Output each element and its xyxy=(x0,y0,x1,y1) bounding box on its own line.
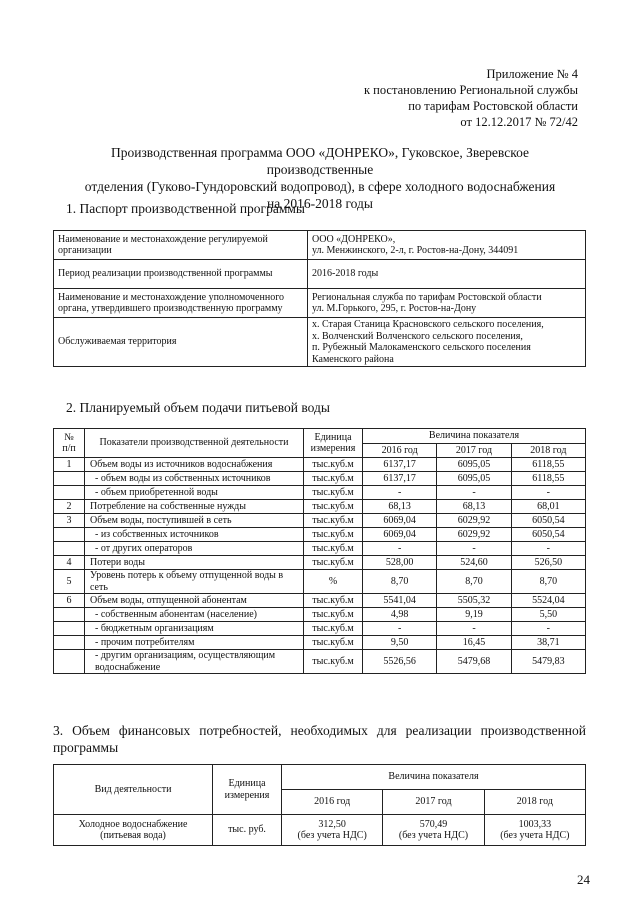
passport-value: 2016-2018 годы xyxy=(308,260,586,289)
passport-label: Наименование и местонахождение уполномоченного органа, утвердившего производственную программу xyxy=(54,289,308,318)
header-2018: 2018 год xyxy=(511,443,585,458)
table-row xyxy=(54,556,586,570)
value-2018: 6050,54 xyxy=(511,514,585,528)
value-2018: 38,71 xyxy=(511,636,585,650)
table-row xyxy=(54,636,586,650)
passport-row xyxy=(54,318,586,367)
value-cell: 570,49 (без учета НДС) xyxy=(383,815,484,846)
unit-cell: тыс.куб.м xyxy=(304,528,363,542)
header-value-group: Величина показателя xyxy=(363,429,586,444)
table-row xyxy=(54,594,586,608)
page-number: 24 xyxy=(577,872,590,887)
value-2018: - xyxy=(511,542,585,556)
indicator-name: - прочим потребителям xyxy=(85,636,304,650)
indicator-name: Потребление на собственные нужды xyxy=(85,500,304,514)
value-2018: 6118,55 xyxy=(511,472,585,486)
row-number xyxy=(54,542,85,556)
value-2016: 6137,17 xyxy=(363,472,437,486)
row-number: 2 xyxy=(54,500,85,514)
passport-label: Наименование и местонахождение регулируемой организации xyxy=(54,231,308,260)
value-2017: 68,13 xyxy=(437,500,511,514)
appendix-header xyxy=(364,66,578,130)
table-row xyxy=(54,815,586,846)
row-number xyxy=(54,636,85,650)
unit-cell: тыс.куб.м xyxy=(304,650,363,674)
header-2018: 2018 год xyxy=(484,790,585,815)
indicator-name: - объем приобретенной воды xyxy=(85,486,304,500)
passport-label: Обслуживаемая территория xyxy=(54,318,308,367)
value-2016: 68,13 xyxy=(363,500,437,514)
unit-cell: тыс.куб.м xyxy=(304,514,363,528)
row-number xyxy=(54,528,85,542)
table-row xyxy=(54,622,586,636)
title-line: на 2016-2018 годы xyxy=(267,196,373,211)
passport-value: х. Старая Станица Красновского сельского поселения, х. Волченский Волченского сельского поселения, п. Рубежный Малокаменского сельского поселения Каменского района xyxy=(308,318,586,367)
appendix-line: Приложение № 4 xyxy=(486,67,578,81)
value-2017: - xyxy=(437,486,511,500)
header-2017: 2017 год xyxy=(383,790,484,815)
table-row xyxy=(54,650,586,674)
indicator-name: Объем воды, отпущенной абонентам xyxy=(85,594,304,608)
unit-cell: тыс.куб.м xyxy=(304,472,363,486)
value-cell: 1003,33 (без учета НДС) xyxy=(484,815,585,846)
value-2017: 6095,05 xyxy=(437,472,511,486)
row-number xyxy=(54,650,85,674)
passport-row xyxy=(54,231,586,260)
indicator-name: Потери воды xyxy=(85,556,304,570)
table-row xyxy=(54,472,586,486)
row-number xyxy=(54,486,85,500)
indicator-name: Уровень потерь к объему отпущенной воды в сеть xyxy=(85,570,304,594)
value-2016: 6137,17 xyxy=(363,458,437,472)
passport-row xyxy=(54,260,586,289)
value-2016: 5526,56 xyxy=(363,650,437,674)
value-2018: 6118,55 xyxy=(511,458,585,472)
appendix-line: по тарифам Ростовской области xyxy=(408,99,578,113)
unit-cell: тыс.куб.м xyxy=(304,542,363,556)
value-2017: 16,45 xyxy=(437,636,511,650)
section3-heading: 3. Объем финансовых потребностей, необходимых для реализации производственной программы xyxy=(53,723,586,755)
section2-heading: 2. Планируемый объем подачи питьевой воды xyxy=(66,400,330,415)
header-unit: Единица измерения xyxy=(304,429,363,458)
unit-cell: тыс. руб. xyxy=(213,815,282,846)
unit-cell: тыс.куб.м xyxy=(304,556,363,570)
indicator-name: - другим организациям, осуществляющим водоснабжение xyxy=(85,650,304,674)
value-2016: - xyxy=(363,622,437,636)
value-2016: 6069,04 xyxy=(363,514,437,528)
unit-cell: % xyxy=(304,570,363,594)
table-row xyxy=(54,458,586,472)
row-number: 3 xyxy=(54,514,85,528)
value-2018: 5,50 xyxy=(511,608,585,622)
indicator-name: - бюджетным организациям xyxy=(85,622,304,636)
value-2017: - xyxy=(437,542,511,556)
value-2018: 8,70 xyxy=(511,570,585,594)
unit-cell: тыс.куб.м xyxy=(304,594,363,608)
value-2017: 6029,92 xyxy=(437,514,511,528)
unit-cell: тыс.куб.м xyxy=(304,622,363,636)
title-line: Производственная программа ООО «ДОНРЕКО», Гуковское, Зверевское производственные xyxy=(111,145,529,177)
table-row xyxy=(54,528,586,542)
row-number: 4 xyxy=(54,556,85,570)
value-2016: - xyxy=(363,542,437,556)
value-2016: 4,98 xyxy=(363,608,437,622)
value-2016: 9,50 xyxy=(363,636,437,650)
value-2016: 6069,04 xyxy=(363,528,437,542)
activity-cell: Холодное водоснабжение (питьевая вода) xyxy=(54,815,213,846)
value-2017: 9,19 xyxy=(437,608,511,622)
table-row xyxy=(54,542,586,556)
water-volume-table xyxy=(53,428,586,674)
header-2017: 2017 год xyxy=(437,443,511,458)
indicator-name: Объем воды из источников водоснабжения xyxy=(85,458,304,472)
value-2017: - xyxy=(437,622,511,636)
passport-row xyxy=(54,289,586,318)
indicator-name: - из собственных источников xyxy=(85,528,304,542)
table-row xyxy=(54,570,586,594)
appendix-line: к постановлению Региональной службы xyxy=(363,83,578,97)
row-number: 6 xyxy=(54,594,85,608)
indicator-name: - собственным абонентам (население) xyxy=(85,608,304,622)
value-2017: 524,60 xyxy=(437,556,511,570)
value-2018: 5524,04 xyxy=(511,594,585,608)
passport-value: Региональная служба по тарифам Ростовской области ул. М.Горького, 295, г. Ростов-на-Дону xyxy=(308,289,586,318)
value-2018: - xyxy=(511,622,585,636)
finance-table xyxy=(53,764,586,846)
value-2017: 8,70 xyxy=(437,570,511,594)
unit-cell: тыс.куб.м xyxy=(304,608,363,622)
value-2018: 5479,83 xyxy=(511,650,585,674)
passport-label: Период реализации производственной программы xyxy=(54,260,308,289)
header-2016: 2016 год xyxy=(282,790,383,815)
indicator-name: Объем воды, поступившей в сеть xyxy=(85,514,304,528)
value-2016: - xyxy=(363,486,437,500)
indicator-name: - объем воды из собственных источников xyxy=(85,472,304,486)
unit-cell: тыс.куб.м xyxy=(304,500,363,514)
value-2017: 6095,05 xyxy=(437,458,511,472)
table-row xyxy=(54,486,586,500)
row-number xyxy=(54,622,85,636)
table-row xyxy=(54,500,586,514)
value-2017: 5479,68 xyxy=(437,650,511,674)
title-line: отделения (Гуково-Гундоровский водопровод), в сфере холодного водоснабжения xyxy=(84,179,556,194)
row-number: 5 xyxy=(54,570,85,594)
table-row xyxy=(54,608,586,622)
unit-cell: тыс.куб.м xyxy=(304,486,363,500)
section1-heading: 1. Паспорт производственной программы xyxy=(66,201,305,216)
value-2017: 6029,92 xyxy=(437,528,511,542)
value-2018: 6050,54 xyxy=(511,528,585,542)
header-activity: Вид деятельности xyxy=(54,765,213,815)
value-2016: 5541,04 xyxy=(363,594,437,608)
appendix-line: от 12.12.2017 № 72/42 xyxy=(460,115,578,129)
value-2018: 68,01 xyxy=(511,500,585,514)
row-number: 1 xyxy=(54,458,85,472)
header-unit: Единица измерения xyxy=(213,765,282,815)
table-row xyxy=(54,514,586,528)
unit-cell: тыс.куб.м xyxy=(304,458,363,472)
value-2018: - xyxy=(511,486,585,500)
passport-value: ООО «ДОНРЕКО», ул. Менжинского, 2-л, г. Ростов-на-Дону, 344091 xyxy=(308,231,586,260)
value-2016: 8,70 xyxy=(363,570,437,594)
header-value-group: Величина показателя xyxy=(282,765,586,790)
value-cell: 312,50 (без учета НДС) xyxy=(282,815,383,846)
unit-cell: тыс.куб.м xyxy=(304,636,363,650)
value-2017: 5505,32 xyxy=(437,594,511,608)
row-number xyxy=(54,472,85,486)
value-2016: 528,00 xyxy=(363,556,437,570)
row-number xyxy=(54,608,85,622)
indicator-name: - от других операторов xyxy=(85,542,304,556)
header-2016: 2016 год xyxy=(363,443,437,458)
header-num: № п/п xyxy=(54,429,85,458)
header-indicator: Показатели производственной деятельности xyxy=(85,429,304,458)
passport-table xyxy=(53,230,586,367)
value-2018: 526,50 xyxy=(511,556,585,570)
